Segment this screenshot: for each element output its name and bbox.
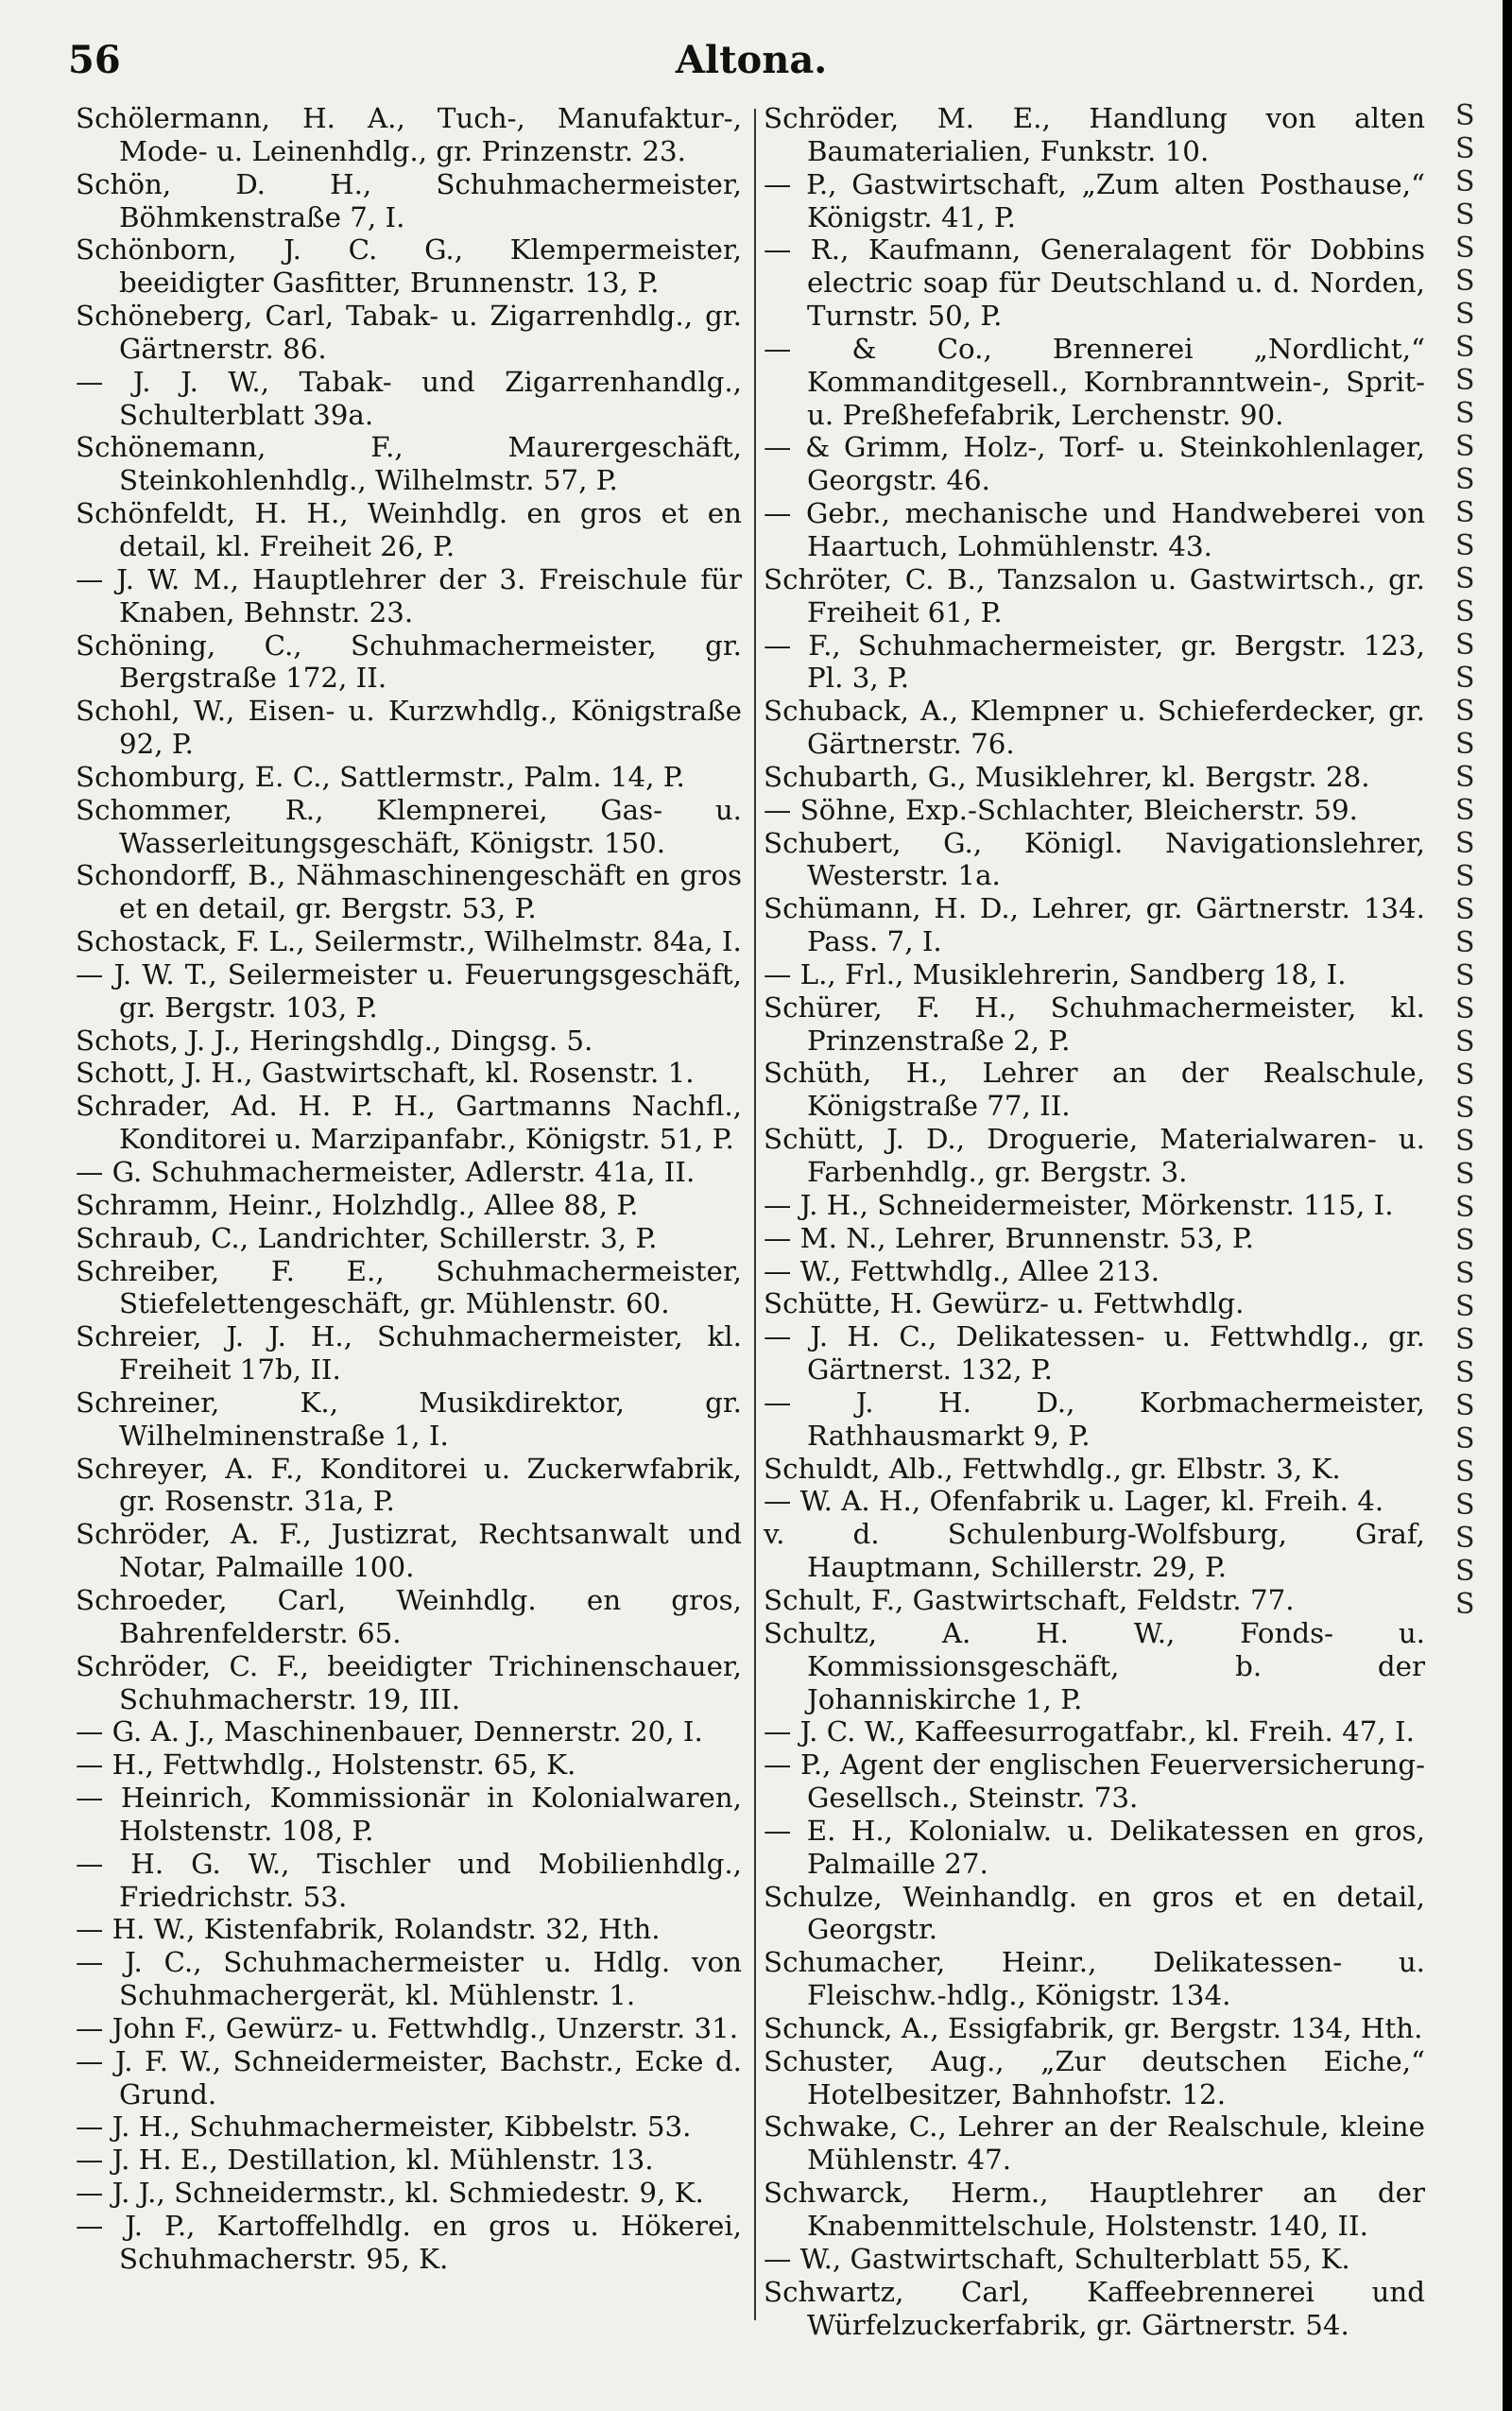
directory-entry: — J. C. W., Kaffeesurrogatfabr., kl. Freih. 47, I. (764, 1715, 1415, 1748)
directory-entry: Schubert, G., Königl. Navigationslehrer, Westerstr. 1a. (764, 826, 1425, 892)
directory-entry: Schölermann, H. A., Tuch-, Manufaktur-, Mode- u. Leinenhdlg., gr. Prinzenstr. 23. (76, 102, 742, 167)
directory-entry: Schreier, J. J. H., Schuhmachermeister, kl. Freiheit 17b, II. (76, 1320, 742, 1386)
directory-entry: — & Co., Brennerei „Nordlicht,“ Kommanditgesell., Kornbranntwein-, Sprit- u. Preßhefefabrik, Lerchenstr. 90. (764, 332, 1425, 431)
directory-entry: Schöneberg, Carl, Tabak- u. Zigarrenhdlg., gr. Gärtnerstr. 86. (76, 300, 742, 365)
directory-entry: — F., Schuhmachermeister, gr. Bergstr. 123, Pl. 3, P. (764, 629, 1425, 695)
directory-entry: Schröter, C. B., Tanzsalon u. Gastwirtsch., gr. Freiheit 61, P. (764, 562, 1425, 629)
edge-glyph: S (1455, 695, 1475, 728)
directory-entry: — J. H. E., Destillation, kl. Mühlenstr. 13. (76, 2144, 654, 2177)
edge-glyph: S (1455, 629, 1475, 662)
edge-glyph: S (1455, 1290, 1475, 1323)
directory-entry: Schreiner, K., Musikdirektor, gr. Wilhelminenstraße 1, I. (76, 1386, 742, 1452)
directory-entry: — J. H., Schneidermeister, Mörkenstr. 115, I. (764, 1188, 1394, 1221)
edge-glyph: S (1455, 1059, 1475, 1092)
edge-glyph: S (1455, 1522, 1475, 1555)
edge-glyph: S (1455, 99, 1475, 132)
directory-entry: Schröder, C. F., beeidigter Trichinenschauer, Schuhmacherstr. 19, III. (76, 1649, 742, 1715)
directory-entry: — & Grimm, Holz-, Torf- u. Steinkohlenlager, Georgstr. 46. (764, 431, 1425, 497)
directory-entry: — G. Schuhmachermeister, Adlerstr. 41a, II. (76, 1156, 696, 1188)
edge-glyph: S (1455, 1025, 1475, 1059)
directory-entry: Schramm, Heinr., Holzhdlg., Allee 88, P. (76, 1188, 639, 1221)
directory-entry: Schönemann, F., Maurergeschäft, Steinkohlenhdlg., Wilhelmstr. 57, P. (76, 431, 742, 497)
directory-entry: — H. W., Kistenfabrik, Rolandstr. 32, Hth. (76, 1913, 661, 1946)
directory-entry: — Söhne, Exp.-Schlachter, Bleicherstr. 59. (764, 793, 1358, 826)
directory-entry: — J. H. C., Delikatessen- u. Fettwhdlg., gr. Gärtnerst. 132, P. (764, 1320, 1425, 1386)
directory-entry: Schwake, C., Lehrer an der Realschule, kleine Mühlenstr. 47. (764, 2110, 1425, 2177)
edge-glyph: S (1455, 397, 1475, 430)
edge-glyph: S (1455, 364, 1475, 397)
directory-entry: — H., Fettwhdlg., Holstenstr. 65, K. (76, 1748, 576, 1782)
edge-glyph: S (1455, 860, 1475, 893)
running-title: Altona. (675, 38, 828, 82)
directory-entry: Schunck, A., Essigfabrik, gr. Bergstr. 134, Hth. (764, 2011, 1423, 2044)
directory-entry: Schönborn, J. C. G., Klempermeister, beeidigter Gasfitter, Brunnenstr. 13, P. (76, 233, 742, 300)
edge-glyph: S (1455, 1191, 1475, 1224)
directory-entry: — J. J., Schneidermstr., kl. Schmiedestr. 9, K. (76, 2177, 704, 2210)
directory-entry: — J. F. W., Schneidermeister, Bachstr., Ecke d. Grund. (76, 2044, 742, 2110)
directory-entry: — Gebr., mechanische und Handweberei von Haartuch, Lohmühlenstr. 43. (764, 497, 1425, 562)
directory-entry: Schwartz, Carl, Kaffeebrennerei und Würfelzuckerfabrik, gr. Gärtnerstr. 54. (764, 2275, 1425, 2341)
directory-entry: — W., Gastwirtschaft, Schulterblatt 55, K. (764, 2242, 1350, 2275)
edge-glyph: S (1455, 728, 1475, 761)
edge-glyph: S (1455, 430, 1475, 463)
directory-entry: — W., Fettwhdlg., Allee 213. (764, 1254, 1160, 1287)
edge-glyph: S (1455, 1158, 1475, 1191)
right-column (764, 102, 1425, 2341)
directory-entry: Schuback, A., Klempner u. Schieferdecker, gr. Gärtnerstr. 76. (764, 695, 1425, 761)
edge-glyph: S (1455, 959, 1475, 992)
edge-glyph: S (1455, 165, 1475, 198)
edge-glyph: S (1455, 562, 1475, 595)
directory-entry: — L., Frl., Musiklehrerin, Sandberg 18, I. (764, 957, 1347, 990)
edge-glyph: S (1455, 1588, 1475, 1621)
edge-glyph: S (1455, 265, 1475, 298)
edge-glyph: S (1455, 1224, 1475, 1257)
directory-entry: Schütt, J. D., Droguerie, Materialwaren- u. Farbenhdlg., gr. Bergstr. 3. (764, 1123, 1425, 1188)
edge-glyph: S (1455, 992, 1475, 1025)
edge-glyph: S (1455, 198, 1475, 232)
left-column (76, 102, 742, 2276)
directory-entry: Schrader, Ad. H. P. H., Gartmanns Nachfl., Konditorei u. Marzipanfabr., Königstr. 51, P. (76, 1090, 742, 1156)
directory-entry: Schuldt, Alb., Fettwhdlg., gr. Elbstr. 3, K. (764, 1452, 1341, 1485)
directory-entry: Schönfeldt, H. H., Weinhdlg. en gros et en detail, kl. Freiheit 26, P. (76, 497, 742, 562)
directory-entry: Schön, D. H., Schuhmachermeister, Böhmkenstraße 7, I. (76, 167, 742, 233)
directory-entry: Schult, F., Gastwirtschaft, Feldstr. 77. (764, 1583, 1295, 1616)
directory-entry: — P., Gastwirtschaft, „Zum alten Posthause,“ Königstr. 41, P. (764, 167, 1425, 233)
directory-entry: Schots, J. J., Heringshdlg., Dingsg. 5. (76, 1024, 593, 1057)
directory-entry: v. d. Schulenburg-Wolfsburg, Graf, Hauptmann, Schillerstr. 29, P. (764, 1518, 1425, 1584)
directory-entry: Schott, J. H., Gastwirtschaft, kl. Rosenstr. 1. (76, 1057, 695, 1090)
directory-entry: Schreyer, A. F., Konditorei u. Zuckerwfabrik, gr. Rosenstr. 31a, P. (76, 1452, 742, 1518)
directory-entry: Schulze, Weinhandlg. en gros et en detail, Georgstr. (764, 1880, 1425, 1946)
edge-glyph: S (1455, 132, 1475, 165)
edge-glyph: S (1455, 827, 1475, 860)
directory-entry: Schürer, F. H., Schuhmachermeister, kl. Prinzenstraße 2, P. (764, 990, 1425, 1057)
edge-glyph: S (1455, 496, 1475, 529)
directory-entry: — R., Kaufmann, Generalagent för Dobbins electric soap für Deutschland u. d. Norden, Turnstr. 50, P. (764, 233, 1425, 333)
edge-glyph: S (1455, 1422, 1475, 1455)
edge-glyph: S (1455, 463, 1475, 496)
edge-glyph: S (1455, 761, 1475, 794)
directory-entry: Schumacher, Heinr., Delikatessen- u. Fleischw.-hdlg., Königstr. 134. (764, 1946, 1425, 2012)
directory-entry: — J. P., Kartoffelhdlg. en gros u. Hökerei, Schuhmacherstr. 95, K. (76, 2210, 742, 2275)
directory-entry: Schreiber, F. E., Schuhmachermeister, Stiefelettengeschäft, gr. Mühlenstr. 60. (76, 1254, 742, 1320)
directory-entry: — J. J. W., Tabak- und Zigarrenhandlg., Schulterblatt 39a. (76, 365, 742, 431)
directory-entry: Schultz, A. H. W., Fonds- u. Kommissionsgeschäft, b. der Johanniskirche 1, P. (764, 1616, 1425, 1715)
directory-entry: — John F., Gewürz- u. Fettwhdlg., Unzerstr. 31. (76, 2011, 739, 2044)
directory-entry: Schwarck, Herm., Hauptlehrer an der Knabenmittelschule, Holstenstr. 140, II. (764, 2177, 1425, 2242)
directory-entry: Schröder, A. F., Justizrat, Rechtsanwalt und Notar, Palmaille 100. (76, 1518, 742, 1584)
directory-entry: Schöning, C., Schuhmachermeister, gr. Bergstraße 172, II. (76, 629, 742, 695)
directory-entry: Schomburg, E. C., Sattlermstr., Palm. 14, P. (76, 760, 685, 793)
directory-entry: — J. W. T., Seilermeister u. Feuerungsgeschäft, gr. Bergstr. 103, P. (76, 957, 742, 1024)
column-divider (754, 109, 756, 2320)
edge-glyph: S (1455, 1356, 1475, 1389)
directory-entry: Schubarth, G., Musiklehrer, kl. Bergstr. 28. (764, 760, 1370, 793)
directory-entry: — J. W. M., Hauptlehrer der 3. Freischule für Knaben, Behnstr. 23. (76, 562, 742, 629)
directory-entry: — P., Agent der englischen Feuerversicherung-Gesellsch., Steinstr. 73. (764, 1748, 1425, 1815)
edge-glyph: S (1455, 595, 1475, 629)
edge-glyph: S (1455, 1389, 1475, 1422)
edge-glyph: S (1455, 331, 1475, 364)
directory-entry: — W. A. H., Ofenfabrik u. Lager, kl. Freih. 4. (764, 1485, 1384, 1518)
directory-entry: Schommer, R., Klempnerei, Gas- u. Wasserleitungsgeschäft, Königstr. 150. (76, 793, 742, 859)
directory-entry: Schröder, M. E., Handlung von alten Baumaterialien, Funkstr. 10. (764, 102, 1425, 167)
edge-glyph: S (1455, 1555, 1475, 1588)
page-number: 56 (68, 38, 121, 82)
edge-glyph: S (1455, 1125, 1475, 1158)
edge-glyph: S (1455, 893, 1475, 926)
directory-entry: — J. C., Schuhmachermeister u. Hdlg. von Schuhmachergerät, kl. Mühlenstr. 1. (76, 1946, 742, 2012)
directory-entry: Schraub, C., Landrichter, Schillerstr. 3, P. (76, 1221, 658, 1254)
directory-entry: Schostack, F. L., Seilermstr., Wilhelmstr. 84a, I. (76, 925, 742, 958)
edge-glyph: S (1455, 1455, 1475, 1489)
directory-entry: — H. G. W., Tischler und Mobilienhdlg., Friedrichstr. 53. (76, 1847, 742, 1913)
directory-entry: — J. H., Schuhmachermeister, Kibbelstr. 53. (76, 2110, 692, 2144)
edge-glyph: S (1455, 1489, 1475, 1522)
directory-entry: — G. A. J., Maschinenbauer, Dennerstr. 20, I. (76, 1715, 703, 1748)
directory-entry: — Heinrich, Kommissionär in Kolonialwaren, Holstenstr. 108, P. (76, 1782, 742, 1847)
edge-glyph: S (1455, 794, 1475, 827)
edge-glyph: S (1455, 232, 1475, 265)
edge-glyph: S (1455, 1323, 1475, 1356)
directory-entry: Schondorff, B., Nähmaschinengeschäft en gros et en detail, gr. Bergstr. 53, P. (76, 859, 742, 925)
directory-entry: Schümann, H. D., Lehrer, gr. Gärtnerstr. 134. Pass. 7, I. (764, 892, 1425, 958)
edge-glyph: S (1455, 529, 1475, 562)
edge-glyph: S (1455, 662, 1475, 695)
directory-entry: — E. H., Kolonialw. u. Delikatessen en gros, Palmaille 27. (764, 1814, 1425, 1880)
directory-entry: Schüth, H., Lehrer an der Realschule, Königstraße 77, II. (764, 1057, 1425, 1123)
edge-glyph: S (1455, 1257, 1475, 1290)
directory-entry: Schütte, H. Gewürz- u. Fettwhdlg. (764, 1287, 1245, 1320)
directory-entry: Schohl, W., Eisen- u. Kurzwhdlg., Königstraße 92, P. (76, 695, 742, 761)
edge-glyph: S (1455, 1092, 1475, 1125)
directory-entry: Schuster, Aug., „Zur deutschen Eiche,“ Hotelbesitzer, Bahnhofstr. 12. (764, 2044, 1425, 2110)
next-page-edge (1455, 99, 1503, 1621)
directory-entry: Schroeder, Carl, Weinhdlg. en gros, Bahrenfelderstr. 65. (76, 1583, 742, 1649)
directory-entry: — M. N., Lehrer, Brunnenstr. 53, P. (764, 1221, 1254, 1254)
edge-glyph: S (1455, 926, 1475, 959)
edge-glyph: S (1455, 298, 1475, 331)
directory-entry: — J. H. D., Korbmachermeister, Rathhausmarkt 9, P. (764, 1386, 1425, 1452)
